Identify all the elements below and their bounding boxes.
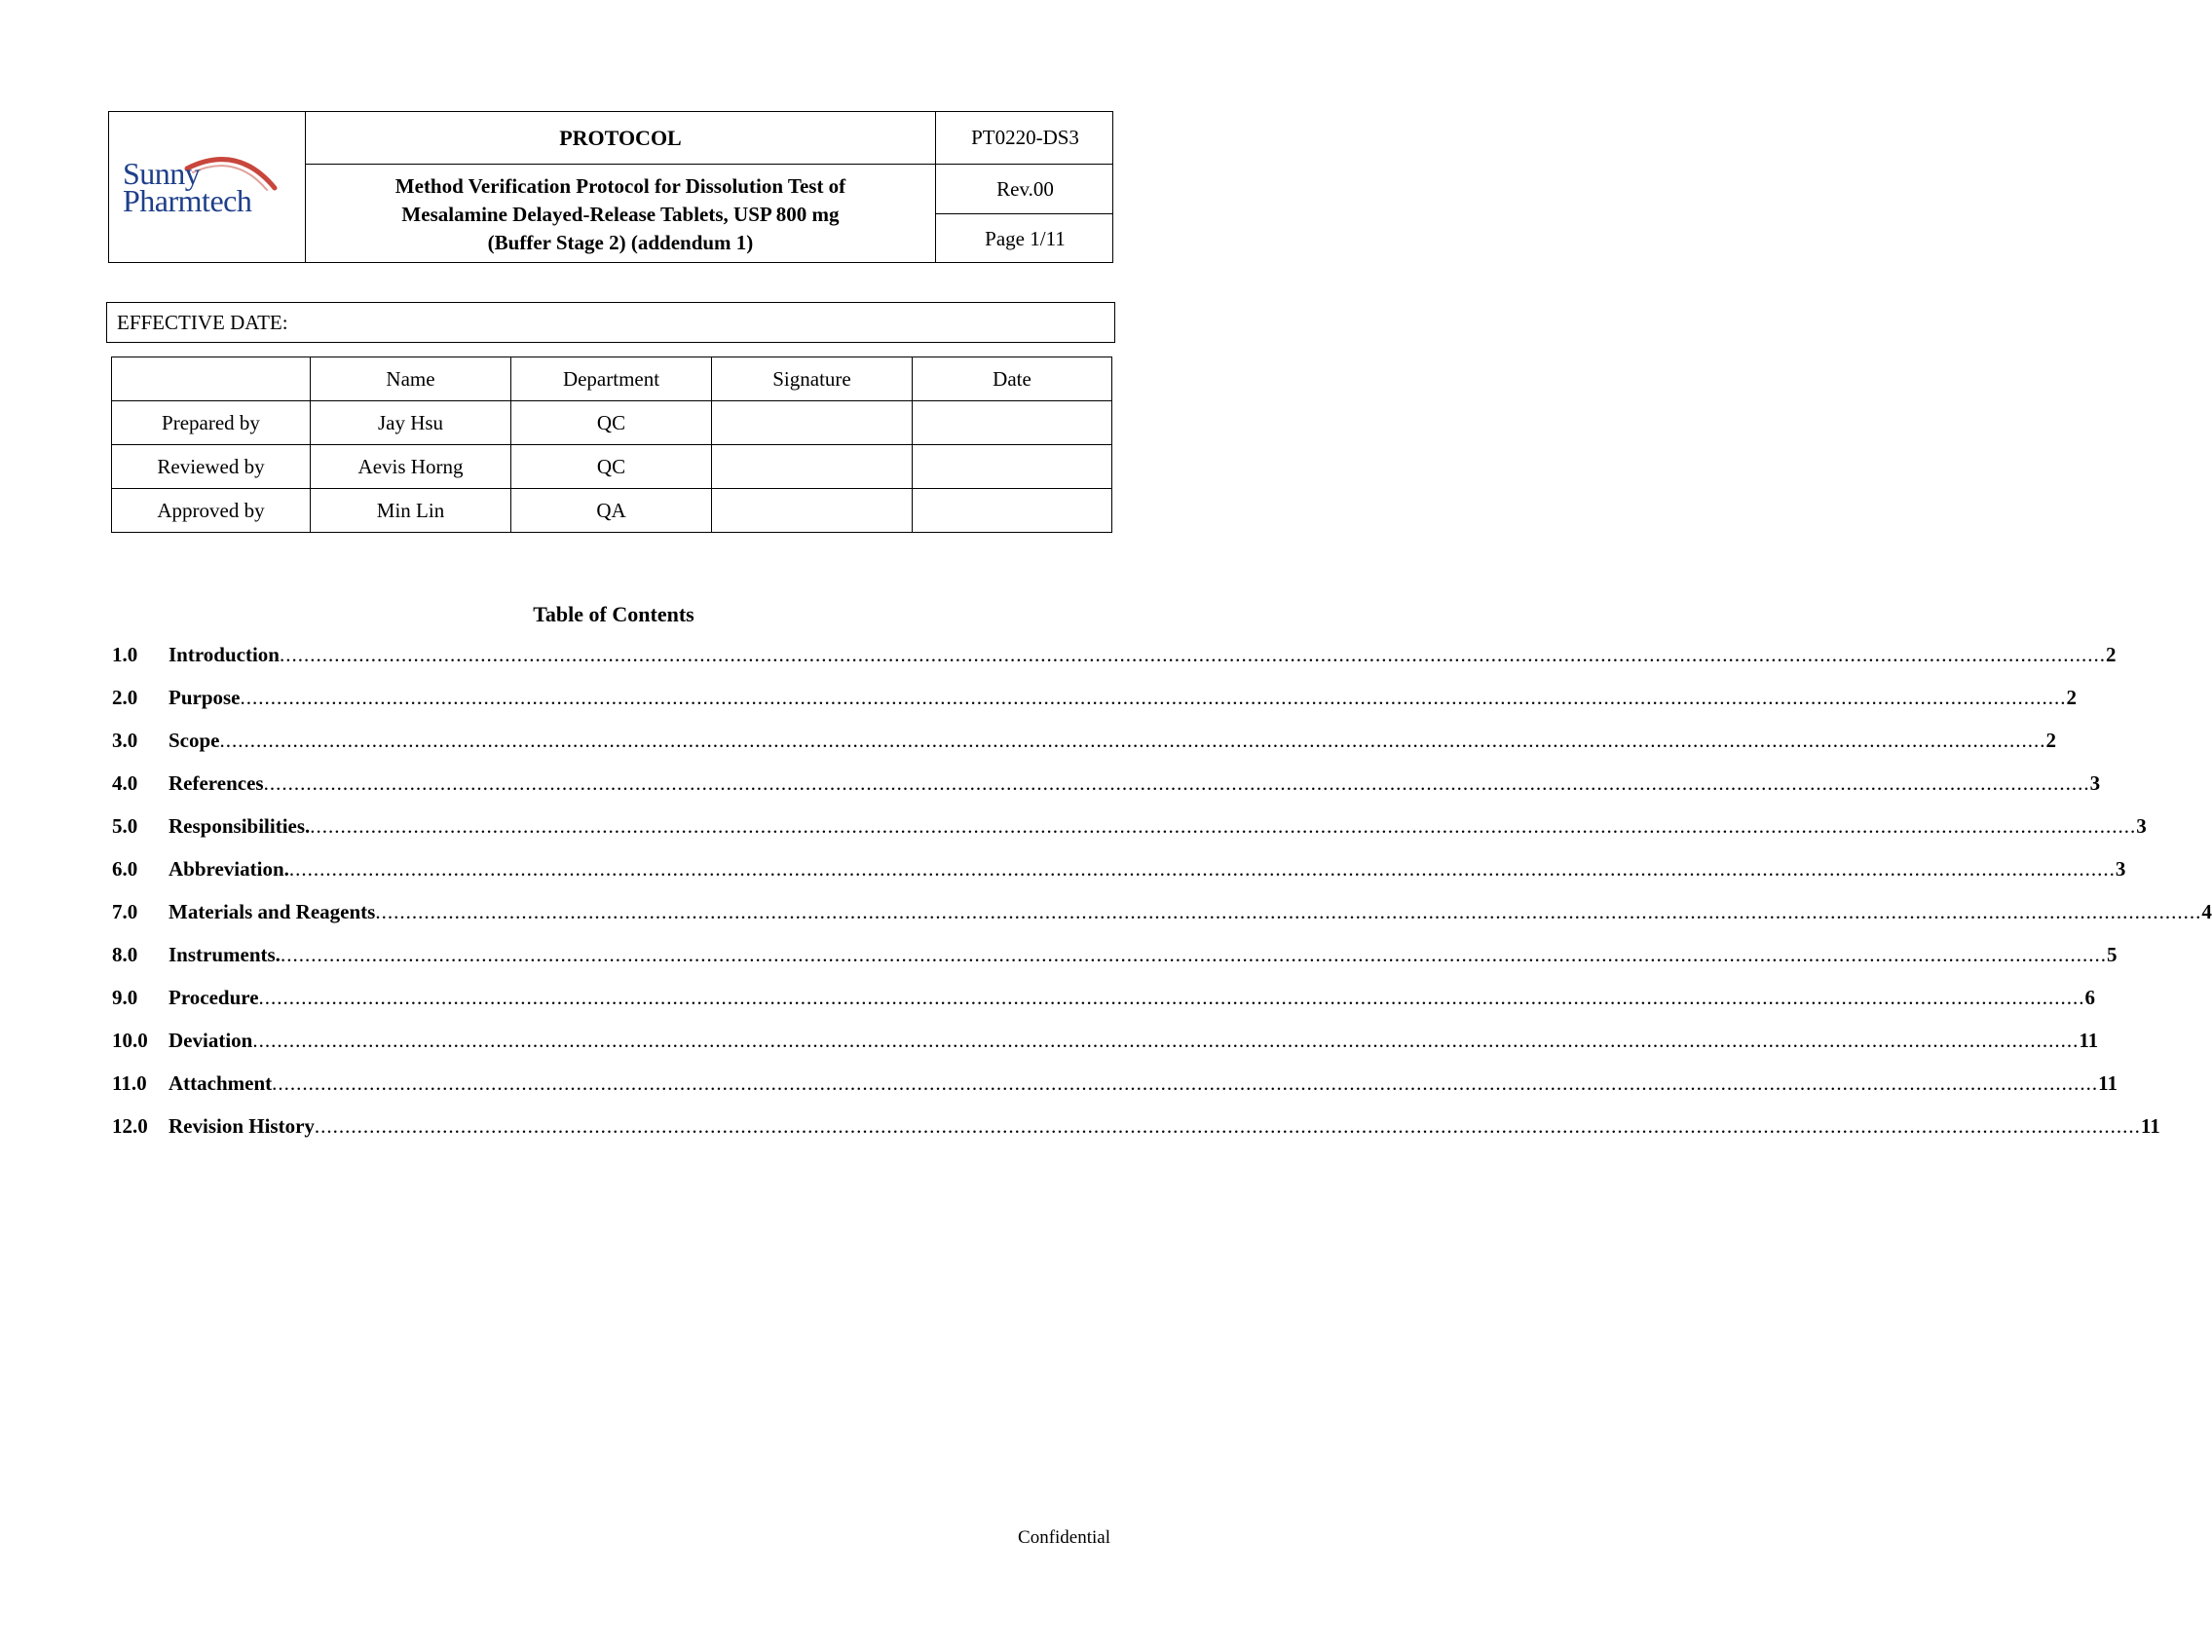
confidential-footer: Confidential xyxy=(1018,1527,1110,1548)
toc-item-number: 10.0 xyxy=(112,1029,148,1052)
toc-leader-dots: ............................................................................................................................................................................................................................................................................................................ xyxy=(258,986,2085,1009)
doc-number: PT0220-DS3 xyxy=(971,126,1079,149)
date-cell xyxy=(913,445,1112,489)
toc-item-label: Abbreviation. xyxy=(169,857,289,881)
toc-leader-dots: ............................................................................................................................................................................................................................................................................................................ xyxy=(375,900,2202,923)
toc-item-number: 9.0 xyxy=(112,986,138,1009)
toc-item-page: 11 xyxy=(2098,1071,2118,1095)
table-row xyxy=(112,489,1112,533)
toc-item-label: Scope xyxy=(169,729,220,752)
date-cell xyxy=(913,401,1112,445)
role-cell: Prepared by xyxy=(112,401,311,445)
doc-title-line: Mesalamine Delayed-Release Tablets, USP 800 mg xyxy=(401,202,840,226)
toc-item-number: 8.0 xyxy=(112,943,138,966)
toc-item-label: Purpose xyxy=(169,686,241,709)
toc-leader-dots: ............................................................................................................................................................................................................................................................................................................ xyxy=(219,729,2046,752)
toc-title: Table of Contents xyxy=(533,602,694,626)
name-cell: Min Lin xyxy=(311,489,511,533)
toc-item-page: 3 xyxy=(2089,771,2101,795)
table-header-cell: Name xyxy=(311,357,511,401)
department-cell: QC xyxy=(511,401,712,445)
toc-item-page: 2 xyxy=(2105,643,2117,666)
signature-cell xyxy=(712,489,913,533)
toc-item[interactable] xyxy=(112,900,2212,943)
toc-item-label: Instruments. xyxy=(169,943,281,966)
toc-leader-dots: ............................................................................................................................................................................................................................................................................................................ xyxy=(252,1029,2080,1052)
table-header-cell: Department xyxy=(511,357,712,401)
toc-item-label: Deviation xyxy=(169,1029,253,1052)
doc-type: PROTOCOL xyxy=(559,125,682,150)
table-header-cell: Date xyxy=(913,357,1112,401)
department-cell: QA xyxy=(511,489,712,533)
table-row xyxy=(112,401,1112,445)
doc-revision: Rev.00 xyxy=(996,176,1054,201)
toc-item-label: Responsibilities. xyxy=(169,814,311,838)
toc-item-page: 11 xyxy=(2140,1114,2160,1138)
toc-item-label: Revision History xyxy=(169,1114,315,1138)
toc-item-number: 4.0 xyxy=(112,771,138,795)
company-logo xyxy=(121,151,296,229)
doc-title xyxy=(306,165,935,264)
page-number: Page 1/11 xyxy=(985,227,1066,250)
toc-item-label: Introduction xyxy=(169,643,280,666)
toc-item[interactable] xyxy=(112,729,2056,771)
toc-item-label: References xyxy=(169,771,264,795)
toc-item-number: 3.0 xyxy=(112,729,138,752)
toc-item-page: 2 xyxy=(2066,686,2077,709)
logo-text-sunny: Sunny xyxy=(123,156,201,191)
toc-item-page: 11 xyxy=(2079,1029,2099,1052)
date-cell xyxy=(913,489,1112,533)
toc-leader-dots: ............................................................................................................................................................................................................................................................................................................ xyxy=(272,1071,2099,1095)
toc-leader-dots: ............................................................................................................................................................................................................................................................................................................ xyxy=(240,686,2067,709)
toc-leader-dots: ............................................................................................................................................................................................................................................................................................................ xyxy=(288,857,2116,881)
toc-item-page: 6 xyxy=(2084,986,2096,1009)
toc-item-label: Procedure xyxy=(169,986,259,1009)
toc-item-number: 1.0 xyxy=(112,643,138,666)
approval-table xyxy=(111,357,1112,533)
document-header xyxy=(108,111,1113,263)
toc-item-page: 4 xyxy=(2201,900,2212,923)
toc-leader-dots: ............................................................................................................................................................................................................................................................................................................ xyxy=(280,943,2107,966)
toc-leader-dots: ............................................................................................................................................................................................................................................................................................................ xyxy=(314,1114,2141,1138)
toc-item-label: Materials and Reagents xyxy=(169,900,376,923)
effective-date-field xyxy=(106,302,1115,343)
toc-item[interactable] xyxy=(112,1071,2118,1114)
signature-cell xyxy=(712,445,913,489)
toc-leader-dots: ............................................................................................................................................................................................................................................................................................................ xyxy=(310,814,2137,838)
toc-item-number: 7.0 xyxy=(112,900,138,923)
toc-item[interactable] xyxy=(112,814,2147,857)
toc-item-page: 5 xyxy=(2106,943,2118,966)
signature-cell xyxy=(712,401,913,445)
toc-item[interactable] xyxy=(112,1029,2099,1071)
toc-item[interactable] xyxy=(112,943,2118,986)
table-header-cell: Signature xyxy=(712,357,913,401)
role-cell: Approved by xyxy=(112,489,311,533)
toc-item[interactable] xyxy=(112,1114,2160,1157)
logo-text-pharmtech: Pharmtech xyxy=(123,183,252,218)
role-cell: Reviewed by xyxy=(112,445,311,489)
toc-item[interactable] xyxy=(112,643,2117,686)
toc-item-number: 6.0 xyxy=(112,857,138,881)
effective-date-label: EFFECTIVE DATE: xyxy=(117,310,288,334)
toc-leader-dots: ............................................................................................................................................................................................................................................................................................................ xyxy=(279,643,2106,666)
table-header-cell xyxy=(112,357,311,401)
toc-item[interactable] xyxy=(112,986,2096,1029)
table-of-contents xyxy=(112,643,2212,1157)
toc-item-label: Attachment xyxy=(169,1071,273,1095)
table-header-row xyxy=(112,357,1112,401)
toc-item-page: 3 xyxy=(2115,857,2126,881)
name-cell: Jay Hsu xyxy=(311,401,511,445)
department-cell: QC xyxy=(511,445,712,489)
toc-item-number: 11.0 xyxy=(112,1071,147,1095)
toc-item[interactable] xyxy=(112,686,2077,729)
toc-item-number: 2.0 xyxy=(112,686,138,709)
toc-leader-dots: ............................................................................................................................................................................................................................................................................................................ xyxy=(263,771,2090,795)
toc-item-page: 2 xyxy=(2045,729,2056,752)
doc-title-line: Method Verification Protocol for Dissolution Test of xyxy=(394,173,846,198)
toc-item-number: 5.0 xyxy=(112,814,138,838)
toc-item[interactable] xyxy=(112,857,2126,900)
table-row xyxy=(112,445,1112,489)
toc-item-page: 3 xyxy=(2136,814,2147,838)
name-cell: Aevis Horng xyxy=(311,445,511,489)
doc-title-line: (Buffer Stage 2) (addendum 1) xyxy=(487,230,754,254)
toc-item[interactable] xyxy=(112,771,2101,814)
toc-item-number: 12.0 xyxy=(112,1114,148,1138)
